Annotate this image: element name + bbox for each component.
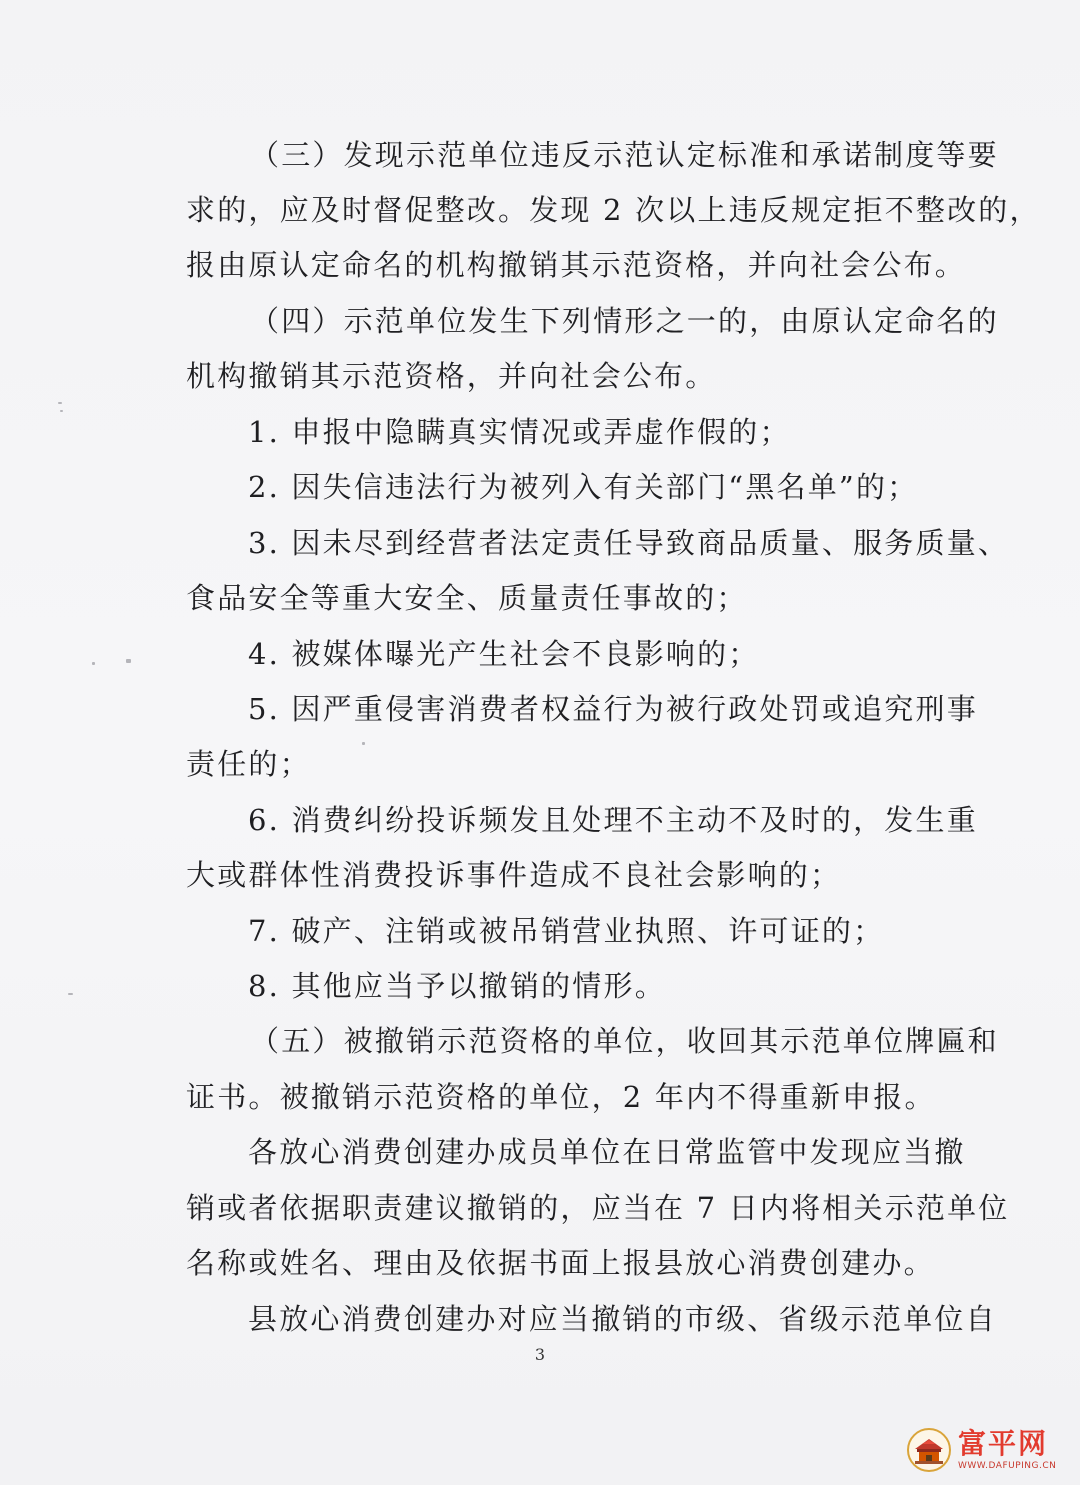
scan-speck: [60, 410, 63, 412]
list-item: 4. 被媒体曝光产生社会不良影响的；: [248, 637, 760, 671]
scan-speck: [126, 659, 131, 663]
paragraph-line: 县放心消费创建办对应当撤销的市级、省级示范单位自: [248, 1302, 997, 1336]
list-item: 5. 因严重侵害消费者权益行为被行政处罚或追究刑事: [248, 692, 978, 726]
paragraph-line: 证书。被撤销示范资格的单位，2 年内不得重新申报。: [186, 1080, 936, 1114]
scan-speck: [58, 402, 62, 404]
paragraph-line: （四）示范单位发生下列情形之一的，由原认定命名的: [250, 304, 999, 338]
paragraph-line: 销或者依据职责建议撤销的，应当在 7 日内将相关示范单位: [186, 1191, 1010, 1225]
list-item: 3. 因未尽到经营者法定责任导致商品质量、服务质量、: [248, 526, 1010, 560]
paragraph-line: （五）被撤销示范资格的单位，收回其示范单位牌匾和: [250, 1024, 999, 1058]
paragraph-line: 机构撤销其示范资格，并向社会公布。: [186, 359, 717, 393]
list-item: 6. 消费纠纷投诉频发且处理不主动不及时的，发生重: [248, 803, 978, 837]
scan-speck: [362, 742, 365, 745]
paragraph-line: 各放心消费创建办成员单位在日常监管中发现应当撤: [248, 1135, 966, 1169]
list-item-continuation: 责任的；: [186, 747, 311, 781]
site-watermark: [906, 1419, 1076, 1481]
city-gate-logo-icon: [906, 1427, 952, 1473]
paragraph-line: 求的，应及时督促整改。发现 2 次以上违反规定拒不整改的，: [186, 193, 1041, 227]
watermark-site-name: 富平网: [958, 1426, 1049, 1460]
paragraph-line: 名称或姓名、理由及依据书面上报县放心消费创建办。: [186, 1246, 935, 1280]
watermark-site-url: WWW.DAFUPING.CN: [958, 1460, 1057, 1471]
list-item-continuation: 食品安全等重大安全、质量责任事故的；: [186, 581, 748, 615]
list-item: 7. 破产、注销或被吊销营业执照、许可证的；: [248, 914, 885, 948]
paragraph-line: 报由原认定命名的机构撤销其示范资格，并向社会公布。: [186, 248, 967, 282]
page-number: 3: [534, 1345, 546, 1364]
paragraph-line: （三）发现示范单位违反示范认定标准和承诺制度等要: [250, 138, 999, 172]
scan-speck: [92, 662, 95, 665]
list-item: 8. 其他应当予以撤销的情形。: [248, 969, 666, 1003]
list-item: 2. 因失信违法行为被列入有关部门“黑名单”的；: [248, 470, 919, 504]
list-item: 1. 申报中隐瞒真实情况或弄虚作假的；: [248, 415, 791, 449]
scan-speck: [68, 993, 73, 995]
list-item-continuation: 大或群体性消费投诉事件造成不良社会影响的；: [186, 858, 842, 892]
